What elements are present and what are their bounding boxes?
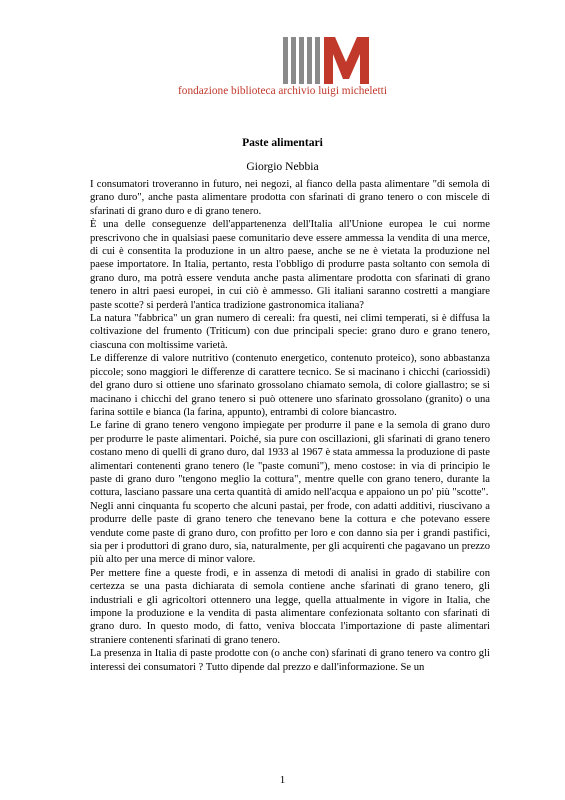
page-number: 1: [279, 774, 286, 786]
logo-mark-icon: [283, 37, 369, 84]
paragraph: La presenza in Italia di paste prodotte con (o anche con) sfarinati di grano tenero va contro gli interessi dei consumatori ? Tutto dipende dal prezzo e dall'informazione. Se un: [90, 648, 490, 673]
paragraph: I consumatori troveranno in futuro, nei negozi, al fianco della pasta alimentare "di semola di grano duro", anche pasta alimentare prodotta con sfarinati di grano tenero o con miscele di sfarinati di grano duro e di grano tenero.: [90, 179, 490, 217]
article-body: [90, 178, 490, 674]
paragraph: Le differenze di valore nutritivo (contenuto energetico, contenuto proteico), sono abbastanza piccole; sono maggiori le differenze di carattere tecnico. Se si macinano i chicchi (cariossidi) del grano duro si ottiene uno sfarinato grossolano chiamato semola, di colore giallastro; se si macinano i chicchi del grano tenero si può ottenere uno sfarinato grossolano (granito) o una farina sottile e bianca (la farina, appunto), entrambi di colore biancastro.: [90, 353, 490, 418]
paragraph: La natura "fabbrica" un gran numero di cereali: fra questi, nei climi temperati, si è diffusa la coltivazione del frumento (Triticum) con due principali specie: grano duro e grano tenero, ciascuna con moltissime varietà.: [90, 313, 490, 351]
paragraph: Negli anni cinquanta fu scoperto che alcuni pastai, per frode, con adatti additivi, riuscivano a produrre delle paste di grano tenero che tenevano bene la cottura e che potevano essere vendute come paste di grano duro, con profitto per loro e con danno sia per i grandi pastifici, sia per i produttori di grano duro, sia, naturalmente, per gli acquirenti che pagavano un prezzo più alto per una merce di minor valore.: [90, 500, 490, 566]
document-author: Giorgio Nebbia: [246, 160, 319, 173]
document-title: Paste alimentari: [242, 136, 323, 149]
paragraph: Per mettere fine a queste frodi, e in assenza di metodi di analisi in grado di stabilire con certezza se una pasta dichiarata di semola contiene anche sfarinati di grano tenero, gli industriali e gli agricoltori ottennero una legge, quella attualmente in vigore in Italia, che impone la produzione e la vendita di pasta alimentare confezionata soltanto con sfarinati di grano duro. In questo modo, di fatto, veniva bloccata l'importazione di paste alimentari straniere contenenti sfarinati di grano tenero.: [90, 567, 490, 646]
paragraph: È una delle conseguenze dell'appartenenza dell'Italia all'Unione europea le cui norme prescrivono che in qualsiasi paese comunitario deve essere ammessa la vendita di una merce, di cui è consentita la produzione in un altro paese, anche se ne è vietata la produzione nel paese importatore. In Italia, pertanto, resta l'obbligo di produrre pasta soltanto con semola di grano duro, ma potrà essere venduta anche pasta alimentare prodotta con sfarinati di grano tenero in altri paesi europei, in cui ciò è ammesso. Gli italiani saranno costretti a mangiare paste scotte? si perderà l'antica tradizione gastronomica italiana?: [90, 219, 490, 311]
foundation-logo: [0, 37, 565, 99]
logo-text: fondazione biblioteca archivio luigi micheletti: [178, 85, 387, 97]
paragraph: Le farine di grano tenero vengono impiegate per produrre il pane e la semola di grano duro per produrre le paste alimentari. Poiché, sia pure con oscillazioni, gli sfarinati di grano tenero costano meno di quelli di grano duro, dal 1933 al 1967 è stata ammessa la produzione di paste alimentari contenenti grano tenero (le "paste comuni"), meno costose: in via di principio le paste di grano duro "tengono meglio la cottura", mentre quelle con grano tenero, durante la cottura, lasciano passare una certa quantità di amido nell'acqua e appaiono un po' più "scotte".: [90, 420, 490, 499]
